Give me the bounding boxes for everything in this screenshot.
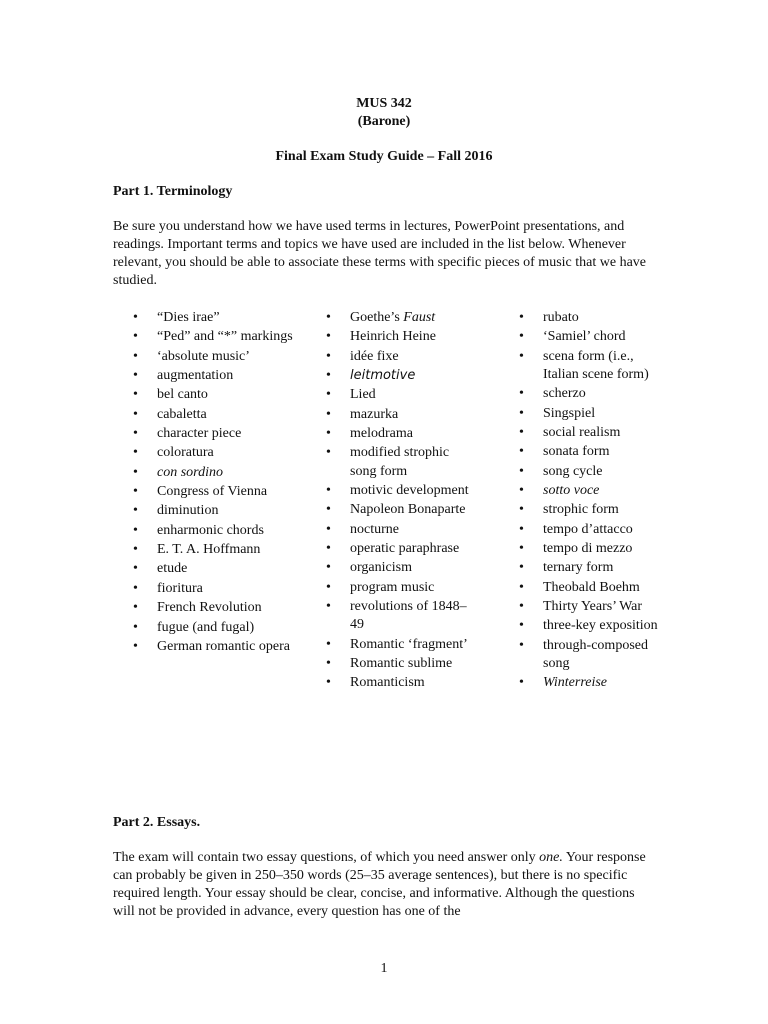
term-text: Thirty Years’ War [543,599,643,615]
term-text: tempo d’attacco [543,521,633,537]
term-text: revolutions of 1848–49 [350,599,467,633]
terms-column-1 [133,309,293,657]
term-item [519,540,669,558]
term-item [519,463,669,481]
term-item [519,309,669,327]
term-item [326,540,476,558]
term-text: program music [350,579,435,595]
term-text: E. T. A. Hoffmann [157,542,261,558]
term-text: song cycle [543,463,603,479]
part1-heading: Part 1. Terminology [113,184,233,199]
term-item [326,309,476,327]
term-text: coloratura [157,445,214,461]
term-text: mazurka [350,406,399,422]
term-text: Romantic ‘fragment’ [350,636,468,652]
term-text: diminution [157,503,219,519]
term-text: bel canto [157,387,208,403]
term-text: Winterreise [543,675,608,691]
part2-text-a: The exam will contain two essay questions, of which you need answer only [113,850,540,865]
term-item [519,579,669,597]
page-number: 1 [380,961,388,976]
term-text: fioritura [157,580,203,596]
term-item [519,501,669,519]
term-item [133,580,293,598]
term-text: Romanticism [350,675,425,691]
part1-intro: Be sure you understand how we have used terms in lectures, PowerPoint presentations, and readings. Important terms and topics we have used are included in the list below. Whenever relevant, you should be able to associate these terms with specific pieces of music that we have studied. [113,219,646,288]
term-item [326,559,476,577]
term-item [133,425,293,443]
terms-column-3 [519,309,669,694]
term-item [519,674,669,692]
term-text: organicism [350,560,412,576]
term-item [326,636,476,654]
term-item [133,309,293,327]
term-item [519,559,669,577]
term-item [133,619,293,637]
term-text: Lied [350,387,376,403]
part2-heading: Part 2. Essays. [113,815,201,830]
term-text: con sordino [157,464,223,480]
term-text: etude [157,561,188,577]
term-item [326,674,476,692]
term-item [519,617,669,635]
term-item [326,579,476,597]
term-item [133,599,293,617]
term-text: rubato [543,310,579,325]
term-item [133,367,293,385]
term-text: idée fixe [350,348,399,364]
term-item [326,406,476,424]
term-text: operatic paraphrase [350,540,460,556]
term-item [133,638,293,656]
term-text: enharmonic chords [157,522,264,538]
term-item [133,560,293,578]
term-item [326,348,476,366]
term-item [326,598,476,634]
term-text: strophic form [543,502,619,518]
course-code: MUS 342 [356,96,412,111]
term-text: augmentation [157,368,234,384]
term-item [326,482,476,500]
term-text: nocturne [350,521,399,537]
term-text: ternary form [543,560,614,576]
term-text: ‘Samiel’ chord [543,329,626,345]
term-item [519,348,669,384]
term-item [519,482,669,500]
term-item [326,444,476,480]
part2-emphasis: one. [539,850,563,865]
part2-text-b: Your response can probably be given in 250–350 words (25–35 average sentences), but there is no specific required length. Your essay should be clear, concise, and informative. Although the questions will not be provided in advance, every question has one of the [113,850,646,919]
term-item [133,541,293,559]
term-item [326,328,476,346]
term-item [326,386,476,404]
term-item [133,483,293,501]
term-item [133,464,293,482]
term-item [326,367,476,385]
term-text: motivic development [350,482,469,498]
term-text: Theobald Boehm [543,579,640,595]
term-text: Napoleon Bonaparte [350,502,466,518]
term-text: Singspiel [543,405,596,421]
term-item [519,385,669,403]
part2-paragraph [113,849,653,921]
term-item [133,328,293,346]
term-text: three-key exposition [543,618,658,634]
term-text: fugue (and fugal) [157,619,255,635]
term-text: tempo di mezzo [543,540,633,556]
document-title: Final Exam Study Guide – Fall 2016 [275,149,493,164]
term-item [519,443,669,461]
term-text: Goethe’s [350,310,404,325]
term-text: scherzo [543,386,586,402]
term-item [326,501,476,519]
term-item [326,521,476,539]
term-item [519,405,669,423]
term-item [519,424,669,442]
term-text: leitmotive [350,368,416,384]
term-text: Congress of Vienna [157,484,268,500]
term-item [133,406,293,424]
term-item [133,386,293,404]
term-text: Romantic sublime [350,655,453,671]
instructor-name: (Barone) [357,114,411,129]
term-item [519,598,669,616]
term-text: scena form (i.e., Italian scene form) [543,348,649,382]
term-text: sonata form [543,444,610,460]
term-item [326,425,476,443]
term-text: ‘absolute music’ [157,348,250,364]
term-text: through-composed song [543,637,648,671]
term-text: “Ped” and “*” markings [157,329,293,345]
term-item [519,521,669,539]
term-text: melodrama [350,426,413,442]
term-text: cabaletta [157,406,207,422]
term-text: Heinrich Heine [350,329,436,345]
term-item [133,444,293,462]
term-text: “Dies irae” [157,310,220,325]
term-item [133,502,293,520]
term-text: sotto voce [543,482,600,498]
term-item [326,655,476,673]
terms-column-2 [326,309,476,694]
term-item [133,522,293,540]
term-item [519,637,669,673]
term-text: German romantic opera [157,638,290,654]
term-item [133,348,293,366]
term-text: modified strophic song form [350,445,450,479]
term-emphasis: Faust [403,310,436,325]
term-text: social realism [543,424,621,440]
term-item [519,328,669,346]
term-text: character piece [157,426,242,442]
term-text: French Revolution [157,600,262,616]
